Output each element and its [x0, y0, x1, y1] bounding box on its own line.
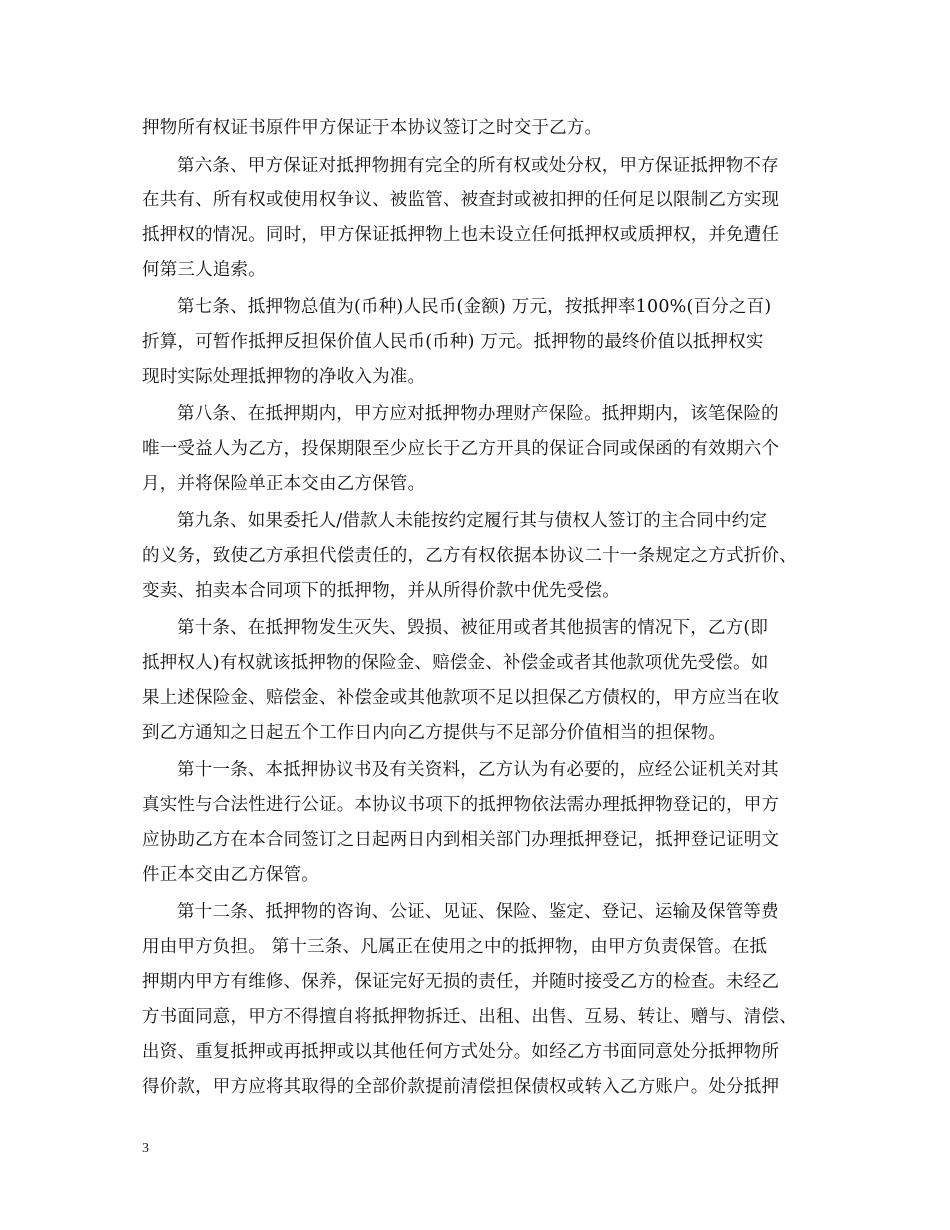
text-line: 在共有、所有权或使用权争议、被监管、被查封或被扣押的任何足以限制乙方实现 — [142, 190, 780, 210]
text-line: 件正本交由乙方保管。 — [142, 865, 319, 885]
text-line: 押物所有权证书原件甲方保证于本协议签订之时交于乙方。 — [142, 118, 603, 138]
text-line: 的义务，致使乙方承担代偿责任的，乙方有权依据本协议二十一条规定之方式折价、 — [142, 546, 797, 566]
text-line: 第八条、在抵押期内，甲方应对抵押物办理财产保险。抵押期内，该笔保险的 — [177, 404, 779, 424]
text-line: 唯一受益人为乙方，投保期限至少应长于乙方开具的保证合同或保函的有效期六个 — [142, 439, 780, 459]
text-line: 何第三人追索。 — [142, 260, 266, 280]
text-line: 押期内甲方有维修、保养，保证完好无损的责任，并随时接受乙方的检查。未经乙 — [142, 972, 780, 992]
page-number: 3 — [142, 1141, 149, 1156]
text-line: 第十条、在抵押物发生灭失、毁损、被征用或者其他损害的情况下，乙方(即 — [177, 618, 769, 638]
text-line: 月，并将保险单正本交由乙方保管。 — [142, 474, 426, 494]
text-line: 抵押权的情况。同时，甲方保证抵押物上也未设立任何抵押权或质押权，并免遭任 — [142, 225, 780, 245]
text-line: 到乙方通知之日起五个工作日内向乙方提供与不足部分价值相当的担保物。 — [142, 723, 727, 743]
text-line: 现时实际处理抵押物的净收入为准。 — [142, 367, 426, 387]
text-line: 第六条、甲方保证对抵押物拥有完全的所有权或处分权，甲方保证抵押物不存 — [177, 156, 779, 176]
text-line: 第七条、抵押物总值为(币种)人民币(金额) 万元，按抵押率100%(百分之百) — [177, 297, 772, 317]
text-line: 真实性与合法性进行公证。本协议书项下的抵押物依法需办理抵押物登记的，甲方 — [142, 795, 780, 815]
text-line: 第十二条、抵押物的咨询、公证、见证、保险、鉴定、登记、运输及保管等费 — [177, 902, 779, 922]
text-line: 出资、重复抵押或再抵押或以其他任何方式处分。如经乙方书面同意处分抵押物所 — [142, 1042, 780, 1062]
text-line: 方书面同意，甲方不得擅自将抵押物拆迁、出租、出售、互易、转让、赠与、清偿、 — [142, 1007, 797, 1027]
text-line: 用由甲方负担。 第十三条、凡属正在使用之中的抵押物，由甲方负责保管。在抵 — [142, 937, 768, 957]
text-line: 抵押权人)有权就该抵押物的保险金、赔偿金、补偿金或者其他款项优先受偿。如 — [142, 653, 769, 673]
text-line: 折算，可暂作抵押反担保价值人民币(币种) 万元。抵押物的最终价值以抵押权实 — [142, 332, 764, 352]
text-line: 第九条、如果委托人/借款人未能按约定履行其与债权人签订的主合同中约定 — [177, 511, 768, 531]
text-line: 得价款，甲方应将其取得的全部价款提前清偿担保债权或转入乙方账户。处分抵押 — [142, 1077, 780, 1097]
text-line: 第十一条、本抵押协议书及有关资料，乙方认为有必要的，应经公证机关对其 — [177, 760, 779, 780]
text-line: 变卖、拍卖本合同项下的抵押物，并从所得价款中优先受偿。 — [142, 581, 620, 601]
text-line: 果上述保险金、赔偿金、补偿金或其他款项不足以担保乙方债权的，甲方应当在收 — [142, 688, 780, 708]
text-line: 应协助乙方在本合同签订之日起两日内到相关部门办理抵押登记，抵押登记证明文 — [142, 830, 780, 850]
